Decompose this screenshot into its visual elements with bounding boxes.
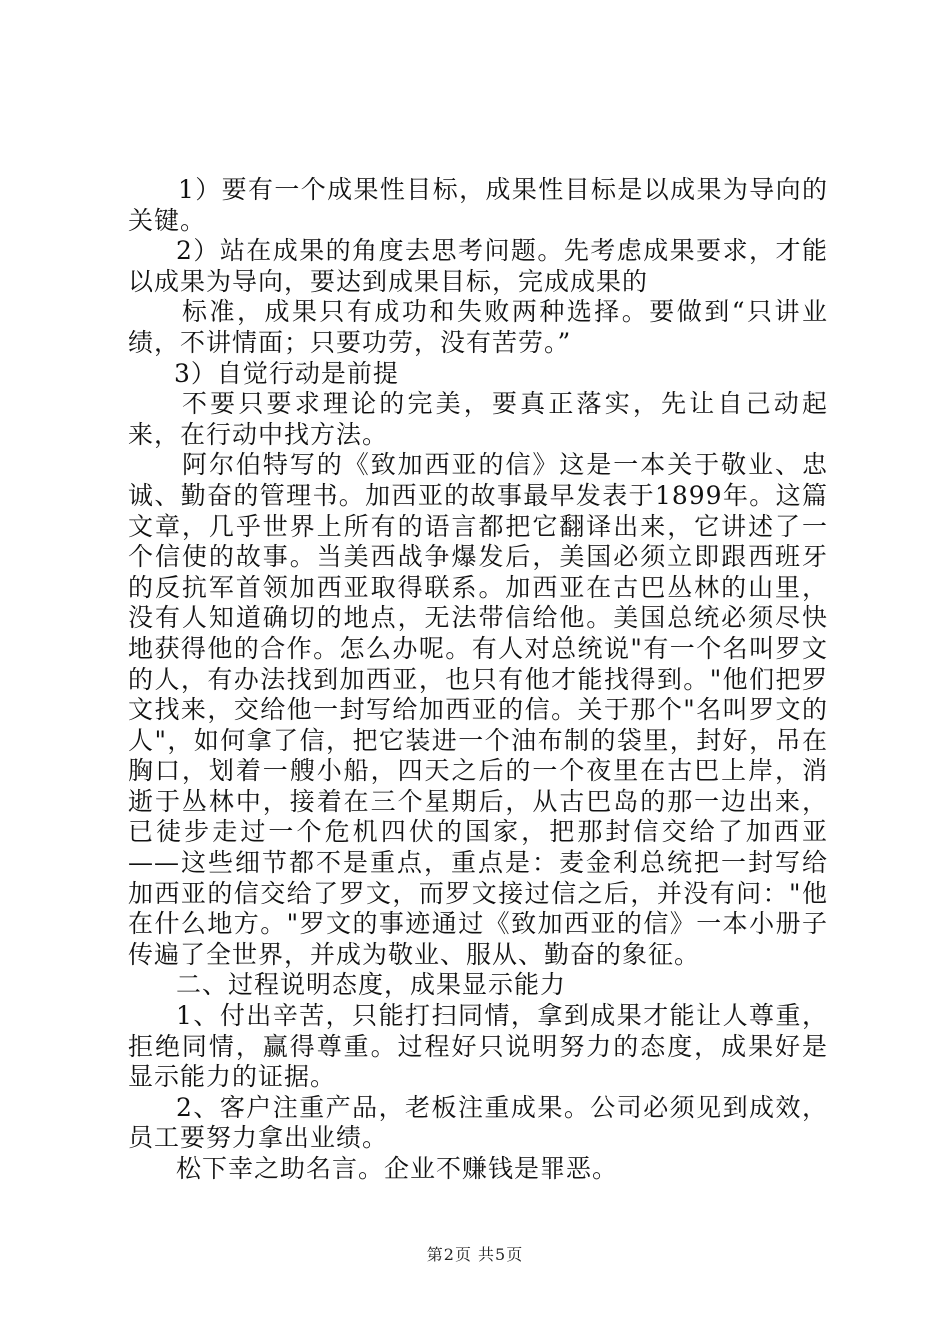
- paragraph-point-2: 2、客户注重产品，老板注重成果。公司必须见到成效，员工要努力拿出业绩。: [128, 1092, 828, 1153]
- paragraph-point-1: 1、付出辛苦，只能打扫同情，拿到成果才能让人尊重，拒绝同情，赢得尊重。过程好只说明努力的态度，成果好是显示能力的证据。: [128, 1001, 828, 1092]
- paragraph-action: 不要只要求理论的完美，要真正落实，先让自己动起来，在行动中找方法。: [128, 389, 828, 449]
- section-heading-2: 二、过程说明态度，成果显示能力: [176, 970, 567, 1000]
- paragraph-goal-1: 1）要有一个成果性目标，成果性目标是以成果为导向的关键。: [128, 175, 828, 235]
- paragraph-goal-2: 2）站在成果的角度去思考问题。先考虑成果要求，才能以成果为导向，要达到成果目标，完成成果的: [128, 236, 828, 296]
- page-footer: 第2页 共5页: [426, 1245, 524, 1264]
- paragraph-quote: 松下幸之助名言。企业不赚钱是罪恶。: [176, 1154, 619, 1183]
- paragraph-goal-3: 3）自觉行动是前提: [174, 358, 399, 388]
- paragraph-garcia-story: 阿尔伯特写的《致加西亚的信》这是一本关于敬业、忠诚、勤奋的管理书。加西亚的故事最早发表于1899年。这篇文章，几乎世界上所有的语言都把它翻译出来，它讲述了一个信使的故事。当美西战争爆发后，美国必须立即跟西班牙的反抗军首领加西亚取得联系。加西亚在古巴丛林的山里，没有人知道确切的地点，无法带信给他。美国总统必须尽快地获得他的合作。怎么办呢。有人对总统说"有一个名叫罗文的人，有办法找到加西亚，也只有他才能找得到。"他们把罗文找来，交给他一封写给加西亚的信。关于那个"名叫罗文的人"，如何拿了信，把它装进一个油布制的袋里，封好，吊在胸口，划着一艘小船，四天之后的一个夜里在古巴上岸，消逝于丛林中，接着在三个星期后，从古巴岛的那一边出来，已徒步走过一个危机四伏的国家，把那封信交给了加西亚——这些细节都不是重点，重点是：麦金利总统把一封写给加西亚的信交给了罗文，而罗文接过信之后，并没有问："他在什么地方。"罗文的事迹通过《致加西亚的信》一本小册子传遍了全世界，并成为敬业、服从、勤奋的象征。: [128, 450, 828, 969]
- paragraph-standard: 标准，成果只有成功和失败两种选择。要做到“只讲业绩，不讲情面；只要功劳，没有苦劳。”: [128, 297, 828, 357]
- document-body: [128, 175, 828, 1185]
